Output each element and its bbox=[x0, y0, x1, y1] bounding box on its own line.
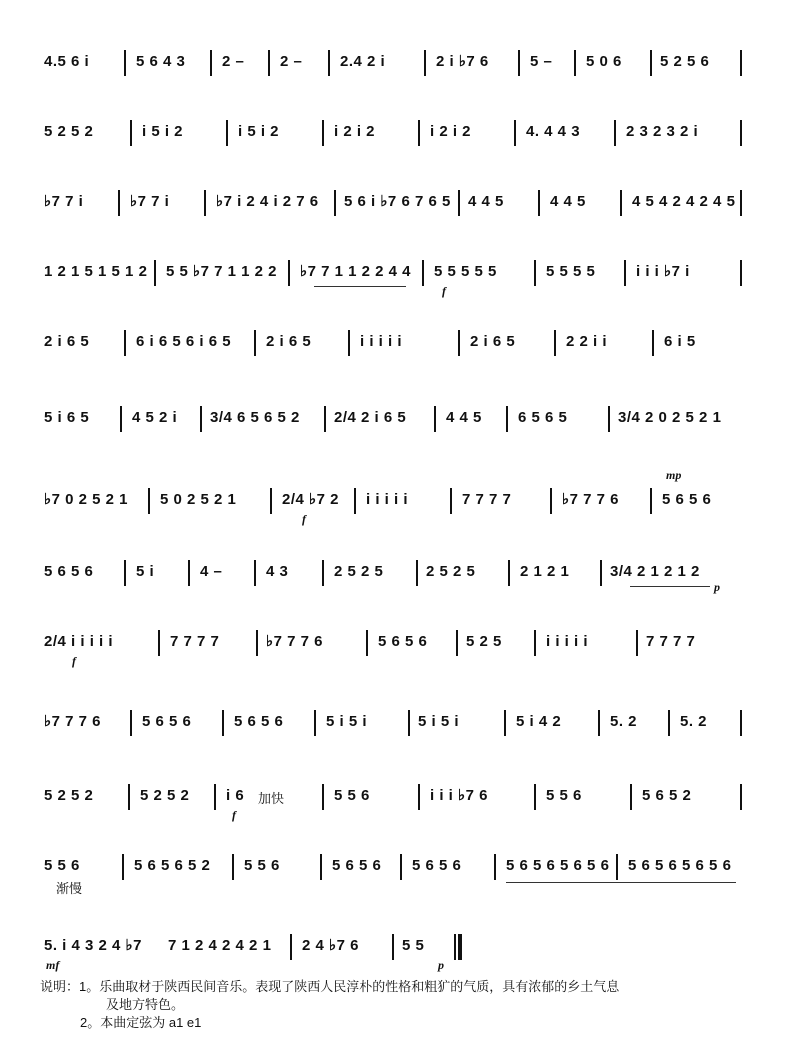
barline bbox=[598, 710, 600, 736]
barline bbox=[188, 560, 190, 586]
barline bbox=[456, 630, 458, 656]
measure: 5 6 5 2 bbox=[642, 787, 692, 804]
dynamic-mark: p bbox=[438, 958, 444, 972]
barline bbox=[124, 560, 126, 586]
measure: 5 5 6 bbox=[546, 787, 582, 804]
barline bbox=[740, 260, 742, 286]
barline bbox=[158, 630, 160, 656]
barline bbox=[668, 710, 670, 736]
barline bbox=[740, 190, 742, 216]
barline bbox=[574, 50, 576, 76]
measure: 5 5 6 bbox=[44, 857, 80, 874]
barline bbox=[322, 120, 324, 146]
measure: 2 5 2 5 bbox=[426, 563, 476, 580]
barline bbox=[740, 50, 742, 76]
barline bbox=[450, 488, 452, 514]
barline bbox=[458, 190, 460, 216]
barline bbox=[600, 560, 602, 586]
measure: 4 4 5 bbox=[468, 193, 504, 210]
measure: 5 0 2 5 2 1 bbox=[160, 491, 237, 508]
barline bbox=[222, 710, 224, 736]
notes-label: 说明： bbox=[40, 979, 80, 994]
measure: 2/4 ♭7 2 bbox=[282, 491, 339, 508]
barline bbox=[120, 406, 122, 432]
measure: 2 1 2 1 bbox=[520, 563, 570, 580]
measure: 5 5 ♭7 7 1 1 2 2 bbox=[166, 263, 277, 280]
barline bbox=[366, 630, 368, 656]
measure: 1 2 1 5 1 5 1 2 bbox=[44, 263, 148, 280]
measure: 5 i 5 i bbox=[418, 713, 460, 730]
barline bbox=[418, 784, 420, 810]
score-row bbox=[44, 712, 756, 744]
measure: 5 6 5 6 5 2 bbox=[134, 857, 211, 874]
dynamic-mark: mp bbox=[666, 468, 682, 482]
measure: 5 5 bbox=[402, 937, 425, 954]
barline bbox=[740, 784, 742, 810]
measure: 5 5 5 5 bbox=[546, 263, 596, 280]
barline bbox=[254, 560, 256, 586]
barline bbox=[290, 934, 292, 960]
measure: i i i ♭7 i bbox=[636, 263, 690, 280]
barline bbox=[650, 50, 652, 76]
measure: 2 i 6 5 bbox=[470, 333, 516, 350]
measure: ♭7 7 i bbox=[44, 193, 84, 210]
measure: 5 6 5 6 bbox=[378, 633, 428, 650]
barline bbox=[322, 784, 324, 810]
measure: 2 3 2 3 2 i bbox=[626, 123, 699, 140]
barline bbox=[320, 854, 322, 880]
measure: ♭7 7 1 1 2 2 4 4 bbox=[300, 263, 411, 280]
measure: 2 i ♭7 6 bbox=[436, 53, 489, 70]
score-row bbox=[44, 632, 756, 668]
measure: 5 i 5 i bbox=[326, 713, 368, 730]
measure: 4 3 bbox=[266, 563, 289, 580]
measure: 2 5 2 5 bbox=[334, 563, 384, 580]
measure: 5 6 5 6 bbox=[142, 713, 192, 730]
barline bbox=[400, 854, 402, 880]
tempo-accel: 加快 bbox=[258, 791, 285, 806]
measure: i i i i i bbox=[360, 333, 403, 350]
measure: 5 6 5 6 5 6 5 6 bbox=[628, 857, 732, 874]
dynamic-mark: p bbox=[714, 580, 720, 594]
measure: 5. 2 bbox=[610, 713, 638, 730]
barline bbox=[148, 488, 150, 514]
score-row bbox=[44, 936, 756, 972]
measure: 2 4 ♭7 6 bbox=[302, 937, 359, 954]
barline bbox=[740, 710, 742, 736]
measure: 6 5 6 5 bbox=[518, 409, 568, 426]
barline bbox=[256, 630, 258, 656]
barline bbox=[608, 406, 610, 432]
measure: 5 2 5 bbox=[466, 633, 502, 650]
barline bbox=[434, 406, 436, 432]
barline bbox=[210, 50, 212, 76]
barline bbox=[214, 784, 216, 810]
measure: 7 7 7 7 bbox=[170, 633, 220, 650]
measure: ♭7 7 i bbox=[130, 193, 170, 210]
measure: 4 5 4 2 4 2 4 5 bbox=[632, 193, 736, 210]
measure: 5 6 i ♭7 6 7 6 5 bbox=[344, 193, 451, 210]
dynamic-mark: mf bbox=[46, 958, 60, 972]
final-barline-thick bbox=[458, 934, 462, 960]
measure: ♭7 i 2 4 i 2 7 6 bbox=[216, 193, 319, 210]
measure: 4 – bbox=[200, 563, 223, 580]
barline bbox=[418, 120, 420, 146]
measure: ♭7 7 7 6 bbox=[44, 713, 101, 730]
measure: i 5 i 2 bbox=[142, 123, 184, 140]
barline bbox=[204, 190, 206, 216]
barline bbox=[322, 560, 324, 586]
measure: 2/4 2 i 6 5 bbox=[334, 409, 407, 426]
barline bbox=[124, 50, 126, 76]
measure: 3/4 2 1 2 1 2 bbox=[610, 563, 700, 580]
measure: 7 7 7 7 bbox=[646, 633, 696, 650]
barline bbox=[416, 560, 418, 586]
measure: 3/4 2 0 2 5 2 1 bbox=[618, 409, 722, 426]
barline bbox=[494, 854, 496, 880]
score-row bbox=[44, 262, 756, 298]
barline bbox=[354, 488, 356, 514]
measure: 5 5 5 5 5 bbox=[434, 263, 497, 280]
barline bbox=[554, 330, 556, 356]
barline bbox=[122, 854, 124, 880]
measure: ♭7 7 7 6 bbox=[266, 633, 323, 650]
barline bbox=[740, 120, 742, 146]
barline bbox=[254, 330, 256, 356]
barline bbox=[620, 190, 622, 216]
measure: 5 – bbox=[530, 53, 553, 70]
measure: 5. 2 bbox=[680, 713, 708, 730]
dynamic-mark: f bbox=[72, 654, 76, 668]
measure: 5 i 6 5 bbox=[44, 409, 90, 426]
barline bbox=[538, 190, 540, 216]
barline bbox=[130, 120, 132, 146]
barline bbox=[518, 50, 520, 76]
barline bbox=[506, 406, 508, 432]
score-row bbox=[44, 52, 756, 84]
performance-notes bbox=[40, 978, 730, 1032]
notes-text: 1。乐曲取材于陕西民间音乐。表现了陕西人民淳朴的性格和粗犷的气质，具有浓郁的乡土气息 bbox=[79, 979, 620, 994]
measure: 5 2 5 2 bbox=[44, 123, 94, 140]
barline bbox=[624, 260, 626, 286]
tempo-rit: 渐慢 bbox=[56, 881, 83, 896]
measure: i i i i i bbox=[546, 633, 589, 650]
measure: i i i ♭7 6 bbox=[430, 787, 488, 804]
barline bbox=[270, 488, 272, 514]
measure: 4 4 5 bbox=[446, 409, 482, 426]
measure: 2 i 6 5 bbox=[44, 333, 90, 350]
barline bbox=[268, 50, 270, 76]
barline bbox=[550, 488, 552, 514]
measure: 2 i 6 5 bbox=[266, 333, 312, 350]
measure: 7 1 2 4 2 4 2 1 bbox=[168, 937, 272, 954]
measure: 2 2 i i bbox=[566, 333, 608, 350]
measure: 5 6 5 6 bbox=[332, 857, 382, 874]
barline bbox=[118, 190, 120, 216]
measure: 5 5 6 bbox=[244, 857, 280, 874]
measure: ♭7 7 7 6 bbox=[562, 491, 619, 508]
measure: 5 6 5 6 bbox=[662, 491, 712, 508]
measure: 5 5 6 bbox=[334, 787, 370, 804]
barline bbox=[424, 50, 426, 76]
barline bbox=[422, 260, 424, 286]
barline bbox=[408, 710, 410, 736]
measure: 2.4 2 i bbox=[340, 53, 386, 70]
barline bbox=[288, 260, 290, 286]
measure: ♭7 0 2 5 2 1 bbox=[44, 491, 128, 508]
measure: 5 2 5 2 bbox=[140, 787, 190, 804]
measure: 4.5 6 i bbox=[44, 53, 90, 70]
measure: i 5 i 2 bbox=[238, 123, 280, 140]
measure: 6 i 5 bbox=[664, 333, 696, 350]
measure: 5 6 4 3 bbox=[136, 53, 186, 70]
measure: 4 4 5 bbox=[550, 193, 586, 210]
barline bbox=[154, 260, 156, 286]
measure: i 2 i 2 bbox=[430, 123, 472, 140]
barline bbox=[534, 784, 536, 810]
score-row bbox=[44, 468, 756, 526]
barline bbox=[458, 330, 460, 356]
score-row bbox=[44, 408, 756, 440]
score-row bbox=[44, 856, 756, 896]
barline bbox=[232, 854, 234, 880]
barline bbox=[650, 488, 652, 514]
barline bbox=[324, 406, 326, 432]
measure: 2 – bbox=[222, 53, 245, 70]
measure: 5 2 5 2 bbox=[44, 787, 94, 804]
barline bbox=[314, 710, 316, 736]
measure: i i i i i bbox=[366, 491, 409, 508]
measure: 5. i 4 3 2 4 ♭7 bbox=[44, 937, 142, 954]
measure: i 6 bbox=[226, 787, 245, 804]
barline bbox=[328, 50, 330, 76]
score-row bbox=[44, 192, 756, 224]
score-row bbox=[44, 122, 756, 154]
notes-line-2: 及地方特色。 bbox=[106, 997, 185, 1012]
measure: 5 i 4 2 bbox=[516, 713, 562, 730]
measure: 5 6 5 6 bbox=[412, 857, 462, 874]
decrescendo-hairpin bbox=[506, 882, 736, 883]
barline bbox=[130, 710, 132, 736]
measure: 4. 4 4 3 bbox=[526, 123, 581, 140]
barline bbox=[334, 190, 336, 216]
barline bbox=[630, 784, 632, 810]
barline bbox=[652, 330, 654, 356]
measure: 5 2 5 6 bbox=[660, 53, 710, 70]
measure: 4 5 2 i bbox=[132, 409, 178, 426]
measure: 5 0 6 bbox=[586, 53, 622, 70]
dynamic-mark: f bbox=[302, 512, 306, 526]
crescendo-hairpin bbox=[314, 286, 406, 287]
dynamic-mark: f bbox=[442, 284, 446, 298]
measure: 2/4 i i i i i bbox=[44, 633, 114, 650]
measure: 5 6 5 6 bbox=[234, 713, 284, 730]
barline bbox=[348, 330, 350, 356]
measure: 5 6 5 6 bbox=[44, 563, 94, 580]
barline bbox=[614, 120, 616, 146]
notes-line-3: 2。本曲定弦为 a1 e1 bbox=[80, 1015, 202, 1030]
score-row bbox=[44, 562, 756, 594]
measure: 5 i bbox=[136, 563, 155, 580]
barline bbox=[514, 120, 516, 146]
score-row bbox=[44, 332, 756, 364]
measure: 6 i 6 5 6 i 6 5 bbox=[136, 333, 232, 350]
measure: 7 7 7 7 bbox=[462, 491, 512, 508]
barline bbox=[616, 854, 618, 880]
dynamic-mark: f bbox=[232, 808, 236, 822]
barline bbox=[636, 630, 638, 656]
score-row bbox=[44, 786, 756, 822]
measure: 2 – bbox=[280, 53, 303, 70]
barline bbox=[504, 710, 506, 736]
notes-line-1 bbox=[40, 978, 730, 996]
barline bbox=[124, 330, 126, 356]
decrescendo-hairpin bbox=[630, 586, 710, 587]
barline bbox=[392, 934, 394, 960]
final-barline-thin bbox=[454, 934, 456, 960]
measure: i 2 i 2 bbox=[334, 123, 376, 140]
measure: 3/4 6 5 6 5 2 bbox=[210, 409, 300, 426]
barline bbox=[508, 560, 510, 586]
barline bbox=[226, 120, 228, 146]
measure: 5 6 5 6 5 6 5 6 bbox=[506, 857, 610, 874]
barline bbox=[534, 260, 536, 286]
barline bbox=[200, 406, 202, 432]
barline bbox=[534, 630, 536, 656]
barline bbox=[128, 784, 130, 810]
